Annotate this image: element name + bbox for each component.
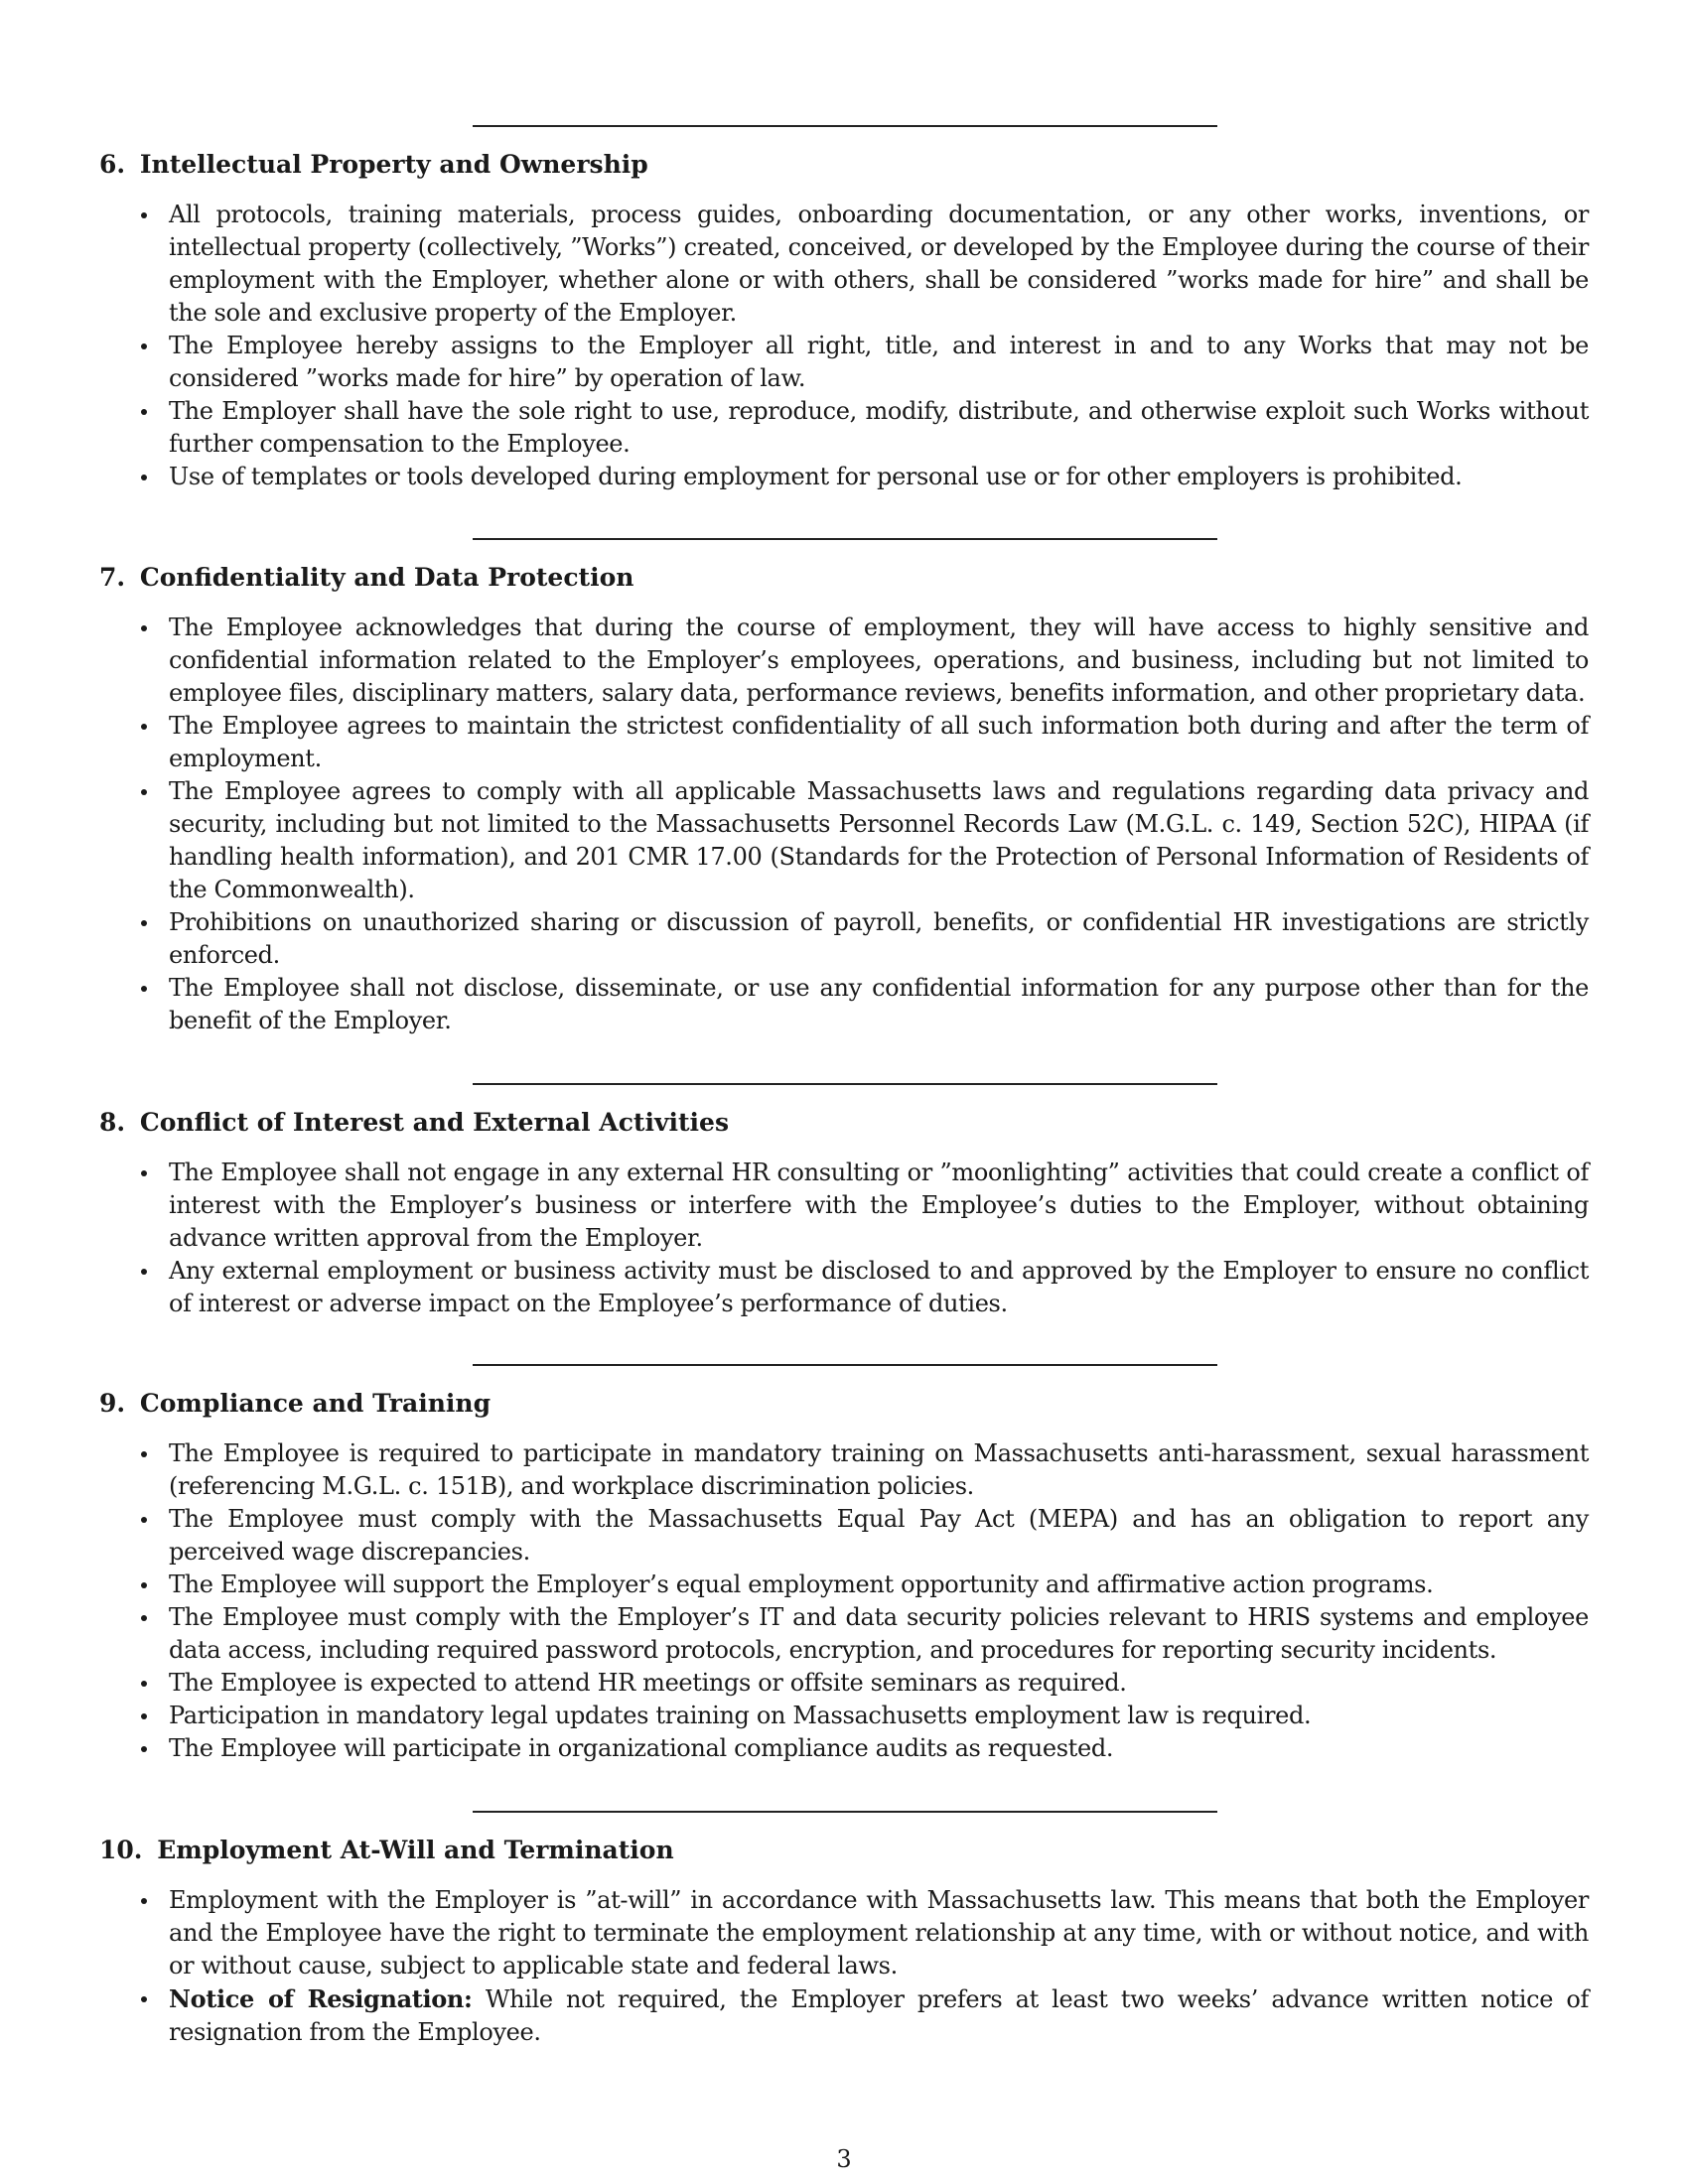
- section-title: Intellectual Property and Ownership: [139, 150, 648, 179]
- list-item: The Employee must comply with the Massachusetts Equal Pay Act (MEPA) and has an obligation to report any perceived wage discrepancies.: [99, 1503, 1589, 1569]
- section-title: Confidentiality and Data Protection: [139, 563, 634, 592]
- section-heading: [99, 1835, 1589, 1866]
- section-number: 7.: [99, 563, 126, 592]
- section-number: 6.: [99, 150, 126, 179]
- list-item: Prohibitions on unauthorized sharing or discussion of payroll, benefits, or confidential HR investigations are strictly enforced.: [99, 906, 1589, 972]
- section-7: [99, 562, 1589, 1037]
- list-item: The Employee will participate in organizational compliance audits as requested.: [99, 1732, 1589, 1765]
- list-item: The Employee must comply with the Employer’s IT and data security policies relevant to HRIS systems and employee data access, including required password protocols, encryption, and procedures for reporting security incidents.: [99, 1601, 1589, 1667]
- list-item: All protocols, training materials, process guides, onboarding documentation, or any other works, inventions, or intellectual property (collectively, ”Works”) created, conceived, or developed by the Employee during the course of their employment with the Employer, whether alone or with others, shall be considered ”works made for hire” and shall be the sole and exclusive property of the Employer.: [99, 199, 1589, 330]
- list-item: The Employee is expected to attend HR meetings or offsite seminars as required.: [99, 1667, 1589, 1700]
- bullet-list: [99, 1437, 1589, 1765]
- list-item: The Employee acknowledges that during the course of employment, they will have access to highly sensitive and confidential information related to the Employer’s employees, operations, and business, including but not limited to employee files, disciplinary matters, salary data, performance reviews, benefits information, and other proprietary data.: [99, 612, 1589, 710]
- list-item: [99, 1982, 1589, 2049]
- section-number: 9.: [99, 1389, 126, 1418]
- section-10: [99, 1835, 1589, 2049]
- list-item: The Employee agrees to maintain the strictest confidentiality of all such information both during and after the term of employment.: [99, 710, 1589, 775]
- section-divider: [473, 1083, 1217, 1085]
- bullet-list: [99, 612, 1589, 1037]
- section-heading: [99, 1107, 1589, 1139]
- bullet-list: [99, 1157, 1589, 1320]
- page-number: 3: [836, 2145, 852, 2173]
- section-9: [99, 1388, 1589, 1765]
- list-item: The Employee agrees to comply with all applicable Massachusetts laws and regulations regarding data privacy and security, including but not limited to the Massachusetts Personnel Records Law (M.G.L. c. 149, Section 52C), HIPAA (if handling health information), and 201 CMR 17.00 (Standards for the Protection of Personal Information of Residents of the Commonwealth).: [99, 775, 1589, 906]
- section-title: Employment At-Will and Termination: [157, 1836, 674, 1864]
- bullet-list: [99, 1884, 1589, 2049]
- list-item: Any external employment or business activity must be disclosed to and approved by the Employer to ensure no conflict of interest or adverse impact on the Employee’s performance of duties.: [99, 1255, 1589, 1320]
- item-lead-text: While not required, the Employer prefers at least two weeks’ advance written notice of resignation from the Employee.: [169, 1985, 1589, 2046]
- section-divider: [473, 1811, 1217, 1813]
- bullet-list: [99, 199, 1589, 493]
- section-heading: [99, 562, 1589, 594]
- list-item: The Employee will support the Employer’s equal employment opportunity and affirmative action programs.: [99, 1569, 1589, 1601]
- list-item: The Employer shall have the sole right to use, reproduce, modify, distribute, and otherwise exploit such Works without further compensation to the Employee.: [99, 395, 1589, 461]
- list-item: Use of templates or tools developed during employment for personal use or for other employers is prohibited.: [99, 461, 1589, 493]
- list-item: The Employee hereby assigns to the Employer all right, title, and interest in and to any Works that may not be considered ”works made for hire” by operation of law.: [99, 330, 1589, 395]
- section-8: [99, 1107, 1589, 1320]
- section-number: 8.: [99, 1108, 126, 1137]
- list-item: The Employee shall not engage in any external HR consulting or ”moonlighting” activities that could create a conflict of interest with the Employer’s business or interfere with the Employee’s duties to the Employer, without obtaining advance written approval from the Employer.: [99, 1157, 1589, 1255]
- document-page: [99, 0, 1589, 2184]
- list-item: The Employee shall not disclose, disseminate, or use any confidential information for any purpose other than for the benefit of the Employer.: [99, 972, 1589, 1037]
- section-heading: [99, 1388, 1589, 1420]
- section-divider: [473, 125, 1217, 127]
- section-6: [99, 149, 1589, 493]
- section-title: Conflict of Interest and External Activities: [139, 1108, 730, 1137]
- section-divider: [473, 538, 1217, 540]
- list-item: Employment with the Employer is ”at-will” in accordance with Massachusetts law. This means that both the Employer and the Employee have the right to terminate the employment relationship at any time, with or without notice, and with or without cause, subject to applicable state and federal laws.: [99, 1884, 1589, 1982]
- section-divider: [473, 1364, 1217, 1366]
- section-title: Compliance and Training: [139, 1389, 492, 1418]
- list-item: Participation in mandatory legal updates training on Massachusetts employment law is required.: [99, 1700, 1589, 1732]
- section-number: 10.: [99, 1836, 143, 1864]
- item-lead-label: Notice of Resignation:: [169, 1984, 473, 2013]
- list-item: The Employee is required to participate in mandatory training on Massachusetts anti-harassment, sexual harassment (referencing M.G.L. c. 151B), and workplace discrimination policies.: [99, 1437, 1589, 1503]
- section-heading: [99, 149, 1589, 181]
